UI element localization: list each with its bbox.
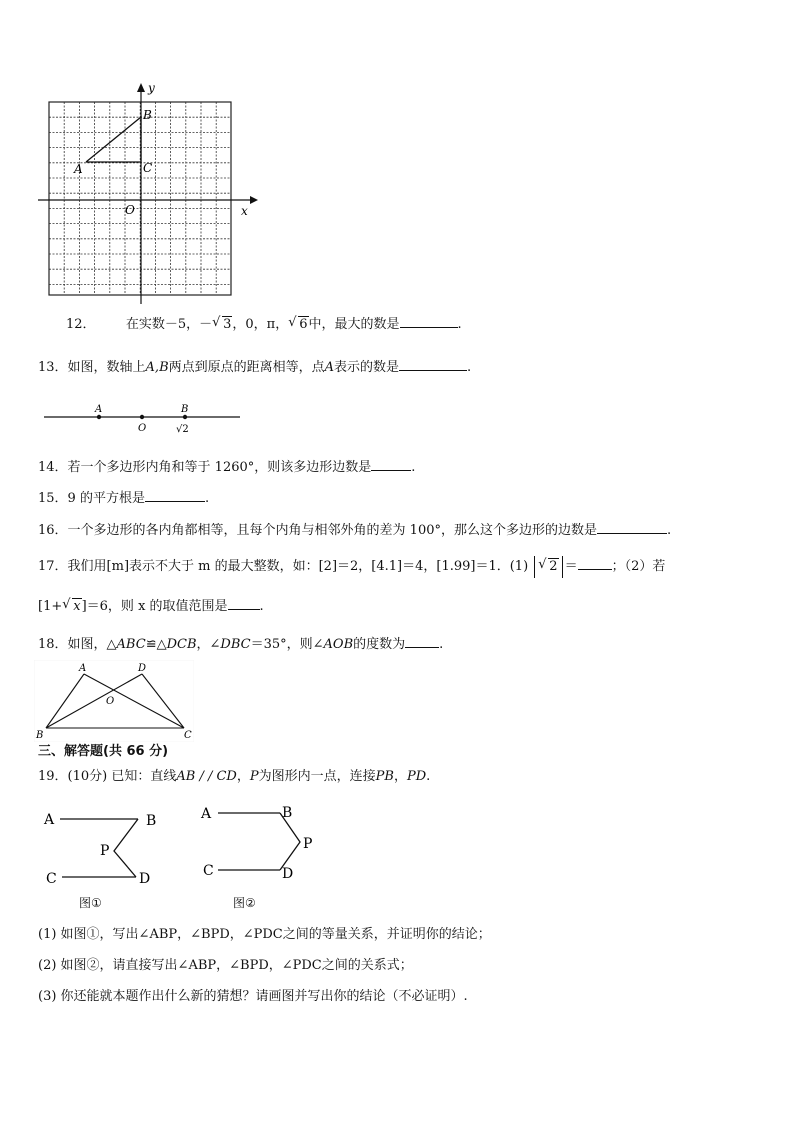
- numberline-value-b: √2: [176, 424, 189, 435]
- coordinate-grid-figure: [36, 80, 266, 310]
- fig2-label-b: B: [282, 805, 293, 821]
- figure-1-caption: 图①: [79, 896, 102, 910]
- sqrt-3: √ 3: [212, 316, 232, 334]
- question-13: 13．如图，数轴上A,B两点到原点的距离相等，点A表示的数是 .: [38, 360, 472, 375]
- fig2-label-d: D: [282, 866, 294, 882]
- label-y: y: [148, 81, 155, 95]
- tri-label-d: D: [138, 663, 147, 674]
- figure-2: [196, 800, 326, 882]
- fig1-label-b: B: [146, 813, 157, 829]
- q12-number: 12．: [66, 317, 96, 332]
- label-c: C: [143, 161, 153, 175]
- question-18: 18．如图，△ABC≌△DCB，∠DBC＝35°，则∠AOB的度数为 .: [38, 637, 444, 652]
- numberline-label-a: A: [95, 404, 103, 415]
- figure-1: [40, 805, 170, 887]
- answer-blank-14[interactable]: [371, 458, 411, 471]
- answer-blank-12[interactable]: [400, 315, 458, 328]
- answer-blank-13[interactable]: [399, 358, 467, 371]
- fig1-label-a: A: [44, 812, 55, 828]
- numberline-label-b: B: [181, 404, 189, 415]
- question-19-part-3: (3) 你还能就本题作出什么新的猜想？请画图并写出你的结论（不必证明）.: [38, 989, 468, 1004]
- label-b: B: [143, 108, 152, 122]
- question-16: 16．一个多边形的各内角都相等，且每个内角与相邻外角的差为 100°，那么这个多边形的边数是 .: [38, 523, 672, 538]
- fig2-label-c: C: [203, 863, 214, 879]
- question-17-part2: [1+√ x]＝6，则 x 的取值范围是 .: [38, 597, 264, 616]
- fig1-label-c: C: [46, 871, 57, 887]
- question-14: 14．若一个多边形内角和等于 1260°，则该多边形边数是 .: [38, 460, 416, 475]
- question-19-part-2: (2) 如图②，请直接写出∠ABP，∠BPD，∠PDC之间的关系式；: [38, 958, 413, 973]
- tri-label-a: A: [79, 663, 87, 674]
- label-x: x: [241, 204, 248, 218]
- fig2-label-a: A: [201, 806, 212, 822]
- number-line-figure: [40, 400, 250, 436]
- question-17: 17．我们用[m]表示不大于 m 的最大整数，如：[2]＝2，[4.1]＝4，[1.99]＝1．(1) √ 2 ＝ ；（2）若: [38, 556, 665, 578]
- question-19: 19．(10分) 已知：直线AB / / CD，P为图形内一点，连接PB，PD.: [38, 769, 431, 784]
- fig1-label-d: D: [139, 871, 151, 887]
- question-15: 15．9 的平方根是 .: [38, 491, 210, 506]
- fig2-label-p: P: [303, 836, 313, 852]
- triangles-figure: [34, 660, 194, 742]
- answer-blank-16[interactable]: [597, 521, 667, 534]
- figure-2-caption: 图②: [233, 896, 256, 910]
- tri-label-o: O: [106, 696, 115, 707]
- answer-blank-18[interactable]: [405, 635, 439, 648]
- tri-label-c: C: [184, 730, 192, 741]
- floor-sqrt-2: √ 2: [534, 556, 562, 578]
- question-12: 12． 在实数－5，－√ 3，0，π，√ 6中，最大的数是 .: [66, 315, 462, 334]
- section-3-heading: 三、解答题(共 66 分): [38, 744, 169, 759]
- tri-label-b: B: [36, 730, 44, 741]
- fig1-label-p: P: [100, 843, 110, 859]
- question-19-part-1: (1) 如图①，写出∠ABP，∠BPD，∠PDC之间的等量关系，并证明你的结论；: [38, 927, 491, 942]
- numberline-label-o: O: [138, 423, 147, 434]
- sqrt-6: √ 6: [288, 316, 308, 334]
- answer-blank-15[interactable]: [145, 489, 205, 502]
- label-a: A: [74, 162, 83, 176]
- answer-blank-17a[interactable]: [578, 557, 612, 570]
- label-o: O: [125, 203, 135, 217]
- answer-blank-17b[interactable]: [228, 597, 260, 610]
